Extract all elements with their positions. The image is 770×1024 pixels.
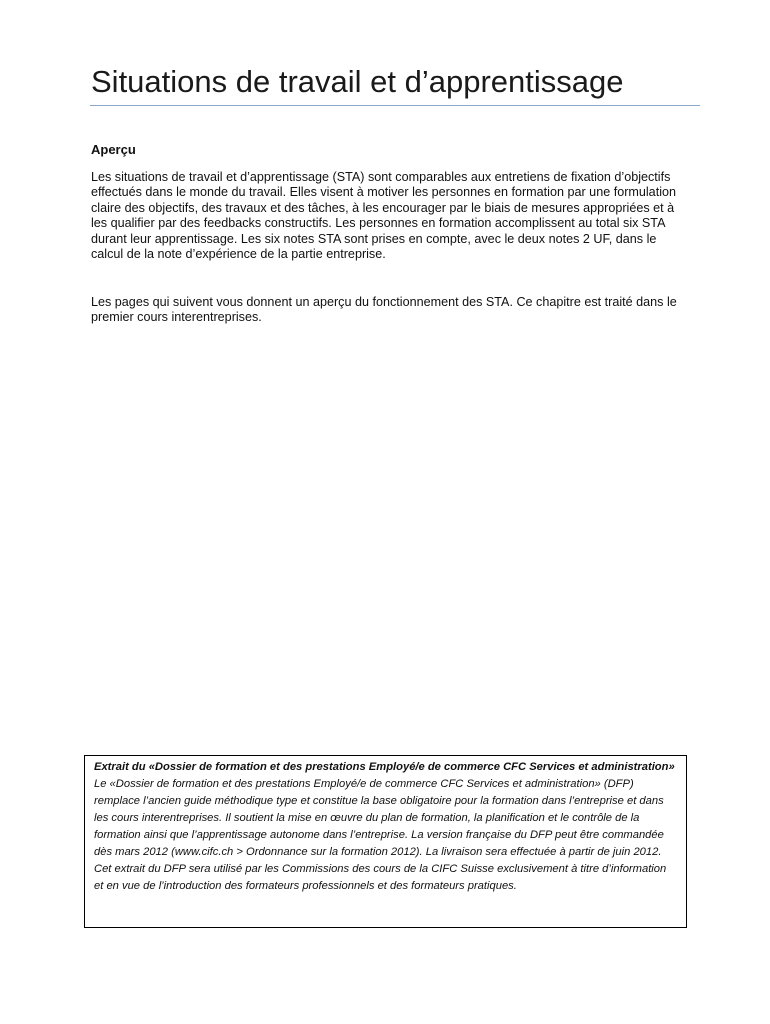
followup-paragraph: Les pages qui suivent vous donnent un aperçu du fonctionnement des STA. Ce chapitre est traité dans le premier cours interentreprises.	[91, 295, 677, 325]
page-title: Situations de travail et d’apprentissage	[91, 64, 624, 99]
title-underline	[90, 105, 700, 106]
extract-box	[84, 755, 687, 928]
section-heading: Aperçu	[91, 142, 136, 157]
extract-body: Le «Dossier de formation et des prestations Employé/e de commerce CFC Services et administration» (DFP) remplace l’ancien guide méthodique type et constitue la base obligatoire pour la formation dans l’entreprise et dans les cours interentreprises. Il soutient la mise en œuvre du plan de formation, la planification et le contrôle de la formation ainsi que l’apprentissage autonome dans l’entreprise. La version française du DFP peut être commandée dès mars 2012 (www.cifc.ch > Ordonnance sur la formation 2012). La livraison sera effectuée à partir de juin 2012. Cet extrait du DFP sera utilisé par les Commissions des cours de la CIFC Suisse exclusivement à titre d’information et en vue de l’introduction des formateurs professionnels et des formateurs pratiques.	[94, 778, 667, 892]
extract-title: Extrait du «Dossier de formation et des prestations Employé/e de commerce CFC Services et administration»	[94, 761, 675, 773]
intro-paragraph: Les situations de travail et d’apprentissage (STA) sont comparables aux entretiens de fixation d’objectifs effectués dans le monde du travail. Elles visent à motiver les personnes en formation par une formulation claire des objectifs, des travaux et des tâches, à les encourager par le biais de mesures appropriées et à les qualifier par des feedbacks constructifs. Les personnes en formation accomplissent au total six STA durant leur apprentissage. Les six notes STA sont prises en compte, avec le deux notes 2 UF, dans le calcul de la note d’expérience de la partie entreprise.	[91, 170, 676, 262]
